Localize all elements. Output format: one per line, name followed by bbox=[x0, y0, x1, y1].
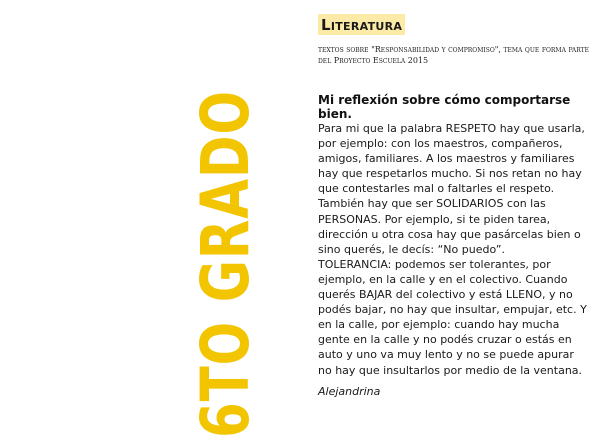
body-line: gente en la calle y no podés cruzar o estás en bbox=[318, 333, 572, 347]
body-line: podés bajar, no hay que insultar, empujar, etc. Y bbox=[318, 303, 587, 317]
body-line: en la calle, por ejemplo: cuando hay mucha bbox=[318, 318, 560, 332]
body-line: sino querés, le decís: “No puedo”. bbox=[318, 242, 505, 256]
body-line: hay que respetarlos mucho. Si nos retan no hay bbox=[318, 167, 582, 181]
body-line: PERSONAS. Por ejemplo, si te piden tarea, bbox=[318, 212, 551, 226]
body-line: ejemplo, en la calle y en el colectivo. Cuando bbox=[318, 272, 568, 286]
author-signature: Alejandrina bbox=[318, 385, 381, 398]
body-line: no hay que insultarlos por medio de la ventana. bbox=[318, 363, 583, 377]
section-label: Literatura bbox=[318, 14, 405, 35]
body-line: que contestarles mal o faltarles el respeto. bbox=[318, 182, 555, 196]
grade-side-title-text: 6TO GRADO bbox=[187, 90, 264, 438]
body-line: amigos, familiares. A los maestros y familiares bbox=[318, 152, 575, 166]
body-line: TOLERANCIA: podemos ser tolerantes, por bbox=[318, 257, 551, 271]
section-subtitle: textos sobre "Responsabilidad y compromiso", tema que forma parte del Proyecto Escuela 2015 bbox=[318, 45, 590, 65]
body-line: auto y uno va muy lento y no se puede apurar bbox=[318, 348, 574, 362]
body-line: Para mi que la palabra RESPETO hay que usarla, bbox=[318, 122, 585, 135]
grade-side-title bbox=[186, 38, 266, 438]
body-line: querés BAJAR del colectivo y está LLENO, y no bbox=[318, 288, 573, 302]
article-heading: Mi reflexión sobre cómo comportarse bien. bbox=[318, 93, 571, 121]
body-line: dirección u otra cosa hay que pasárcelas bien o bbox=[318, 227, 581, 241]
body-line: por ejemplo: con los maestros, compañeros, bbox=[318, 137, 563, 151]
body-line: También hay que ser SOLIDARIOS con las bbox=[318, 197, 546, 211]
article-body bbox=[318, 121, 588, 378]
